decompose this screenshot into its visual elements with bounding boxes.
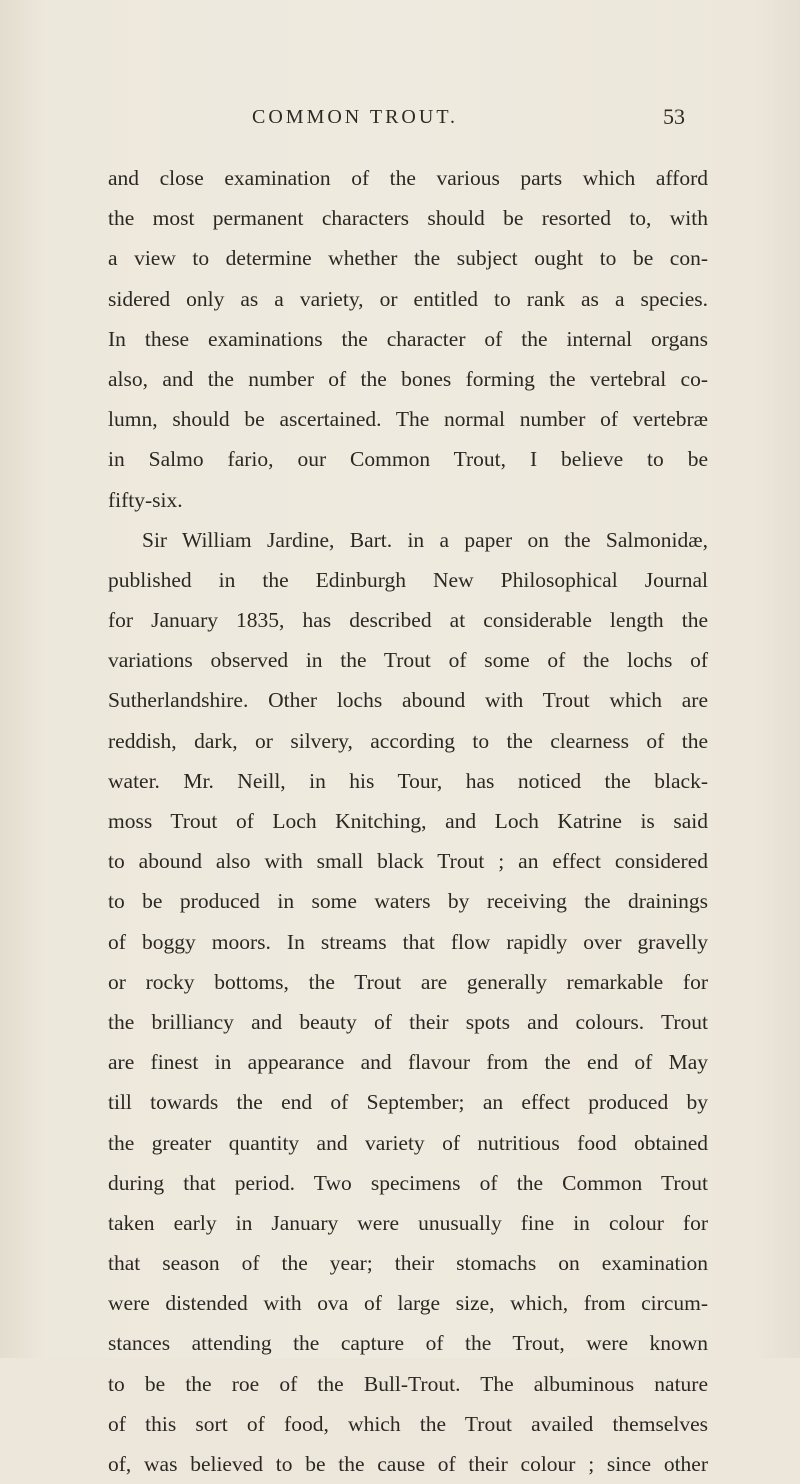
text-line: the brilliancy and beauty of their spots and colours. Trout	[108, 1009, 708, 1034]
text-line: to be the roe of the Bull-Trout. The albuminous nature	[108, 1371, 708, 1396]
page-number: 53	[663, 104, 685, 129]
text-line: are finest in appearance and flavour from the end of May	[108, 1050, 708, 1075]
text-line: Sutherlandshire. Other lochs abound with Trout which are	[108, 688, 708, 713]
text-line: till towards the end of September; an effect produced by	[108, 1090, 708, 1115]
text-line: during that period. Two specimens of the Common Trout	[108, 1170, 708, 1195]
text-line: published in the Edinburgh New Philosophical Journal	[108, 567, 708, 592]
text-line: of this sort of food, which the Trout availed themselves	[108, 1411, 708, 1436]
text-line: variations observed in the Trout of some of the lochs of	[108, 648, 708, 673]
text-line: and close examination of the various parts which afford	[108, 166, 708, 190]
text-line: taken early in January were unusually fine in colour for	[108, 1210, 708, 1235]
text-line: moss Trout of Loch Knitching, and Loch Katrine is said	[108, 809, 708, 833]
text-line: lumn, should be ascertained. The normal number of vertebræ	[108, 407, 708, 432]
text-line: or rocky bottoms, the Trout are generally remarkable for	[108, 969, 708, 994]
text-line: for January 1835, has described at considerable length the	[108, 608, 708, 633]
text-line: reddish, dark, or silvery, according to the clearness of the	[108, 728, 708, 753]
text-line: also, and the number of the bones forming the vertebral co-	[108, 366, 708, 391]
text-line: the greater quantity and variety of nutritious food obtained	[108, 1130, 708, 1155]
running-head: COMMON TROUT.	[252, 106, 459, 128]
text-line: fifty-six.	[108, 487, 183, 512]
text-line: stances attending the capture of the Trout, were known	[108, 1331, 708, 1356]
text-line: water. Mr. Neill, in his Tour, has noticed the black-	[108, 768, 708, 793]
text-line: In these examinations the character of the internal organs	[108, 326, 708, 351]
text-line: that season of the year; their stomachs on examination	[108, 1251, 708, 1276]
page-header	[0, 106, 800, 136]
text-line: to abound also with small black Trout ; an effect considered	[108, 849, 708, 874]
text-line: a view to determine whether the subject ought to be con-	[108, 246, 708, 271]
text-line: the most permanent characters should be resorted to, with	[108, 206, 708, 231]
text-line: to be produced in some waters by receiving the drainings	[108, 889, 708, 914]
text-line: sidered only as a variety, or entitled to rank as a species.	[108, 286, 708, 311]
paragraph-first-line: Sir William Jardine, Bart. in a paper on the Salmonidæ,	[142, 527, 708, 552]
body-text	[108, 158, 708, 1484]
text-line: of boggy moors. In streams that flow rapidly over gravelly	[108, 929, 708, 954]
text-line: in Salmo fario, our Common Trout, I believe to be	[108, 447, 708, 472]
text-line: of, was believed to be the cause of their colour ; since other	[108, 1452, 708, 1476]
text-line: were distended with ova of large size, which, from circum-	[108, 1291, 708, 1316]
